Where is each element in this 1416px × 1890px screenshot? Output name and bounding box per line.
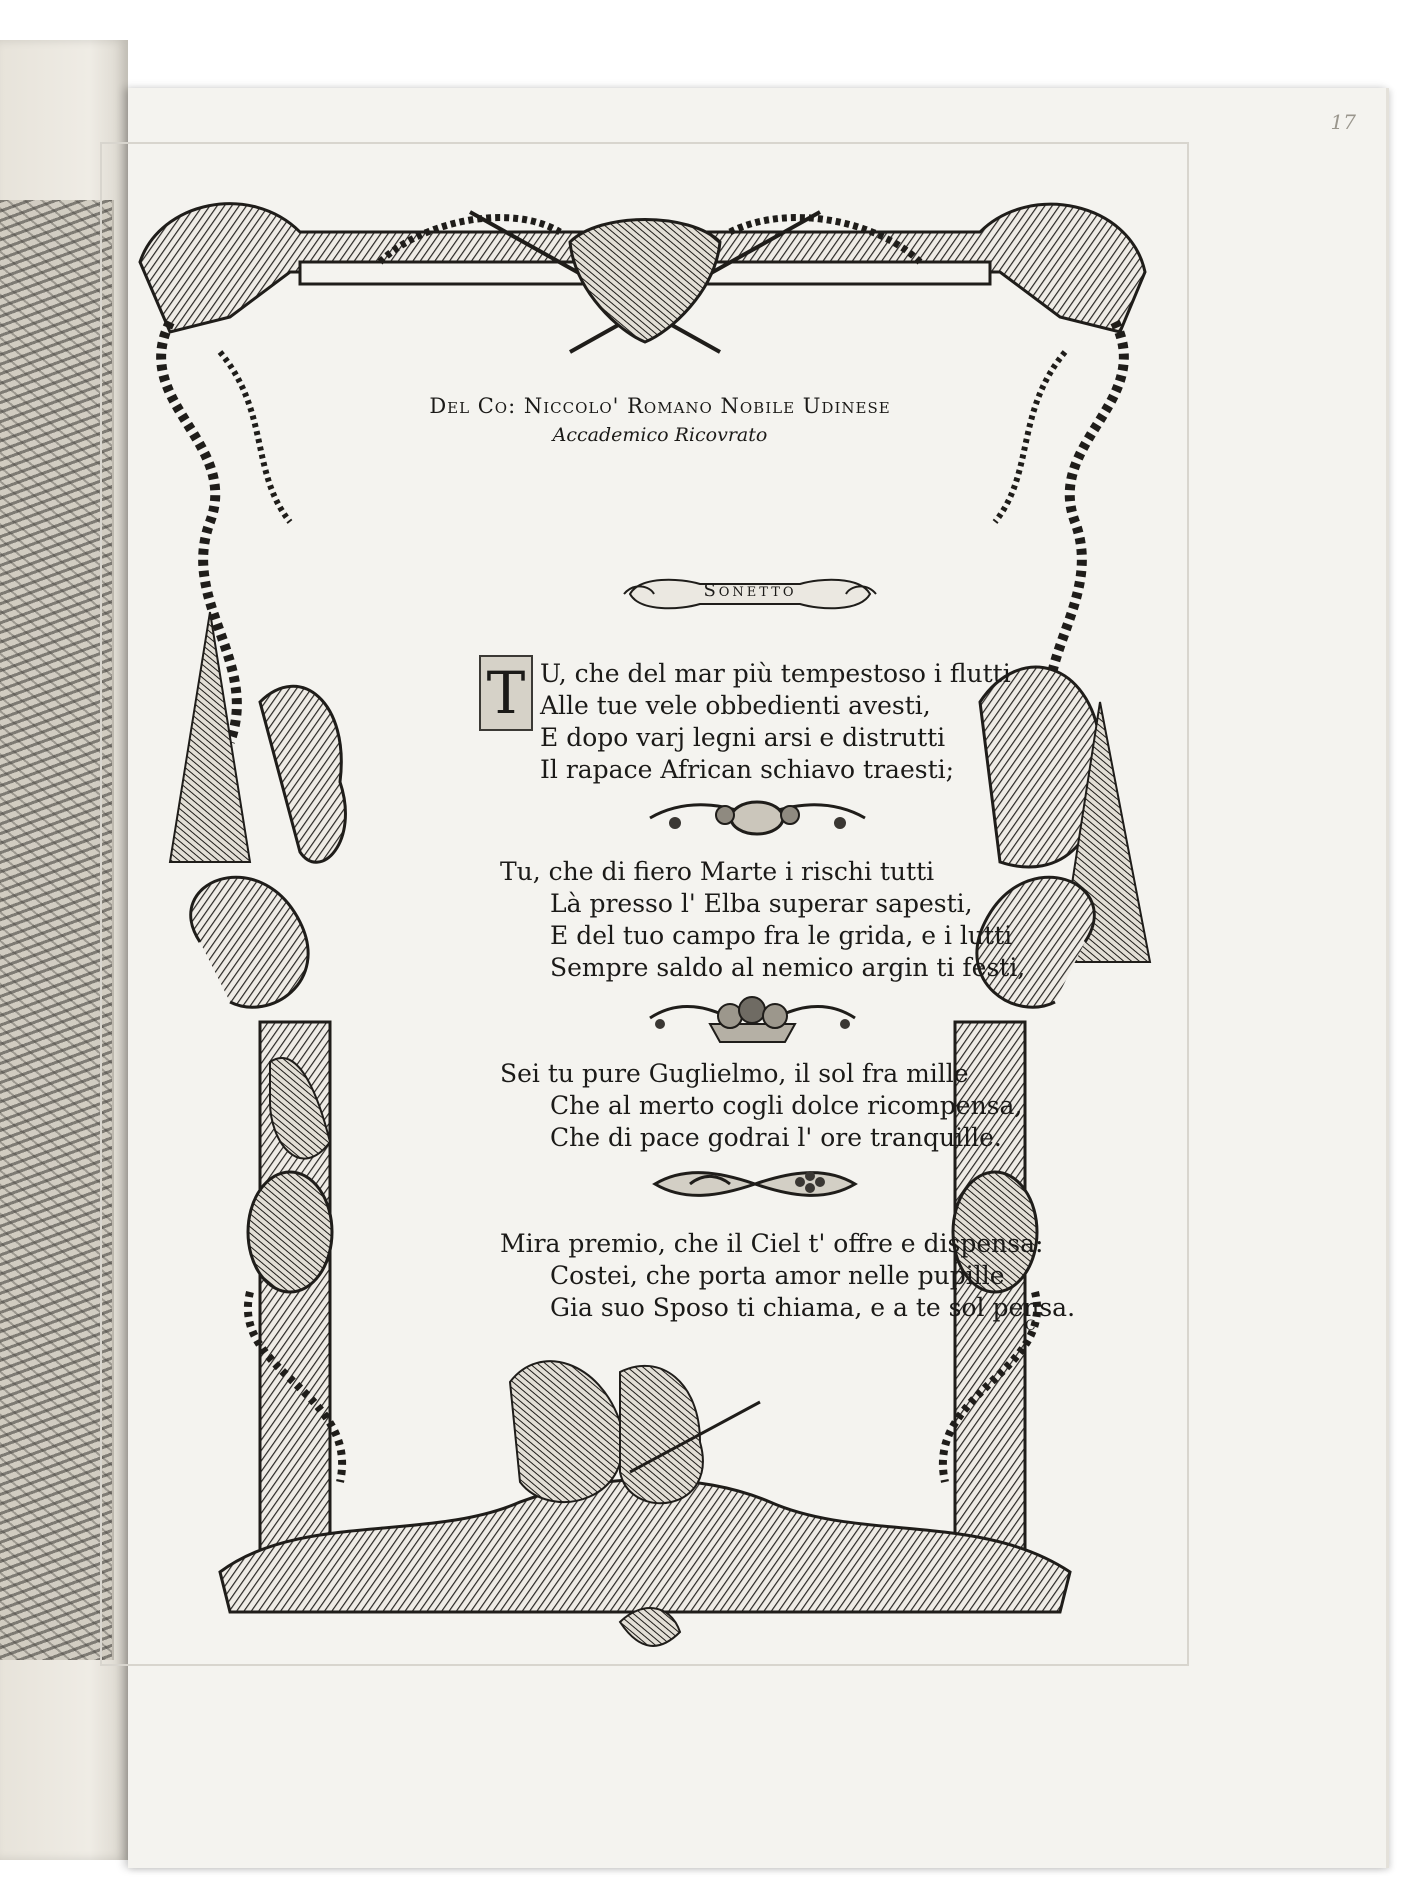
stanza-4 [500,1228,1076,1324]
author-heading: Del Co: Niccolo' Romano Nobile Udinese [429,394,891,418]
stanza-3 [500,1058,1040,1154]
grape-garland [650,1162,860,1206]
stanza-1 [540,658,1020,786]
verse-line: E del tuo campo fra le grida, e i lutti [550,921,1013,950]
verse-line: Alle tue vele obbedienti avesti, [540,691,931,720]
signature-mark: C [1025,1318,1036,1334]
sonetto-label: Sonetto [703,580,797,601]
verse-line: Che al merto cogli dolce ricompensa, [550,1091,1023,1120]
verse-line: E dopo varj legni arsi e distrutti [540,723,946,752]
verse-line: Mira premio, che il Ciel t' offre e dispensa: [500,1229,1044,1258]
left-frame-column [161,322,345,1582]
fruit-garland [645,793,870,843]
stanza-2 [500,856,1040,984]
verse-line: Costei, che porta amor nelle pupille [550,1261,1005,1290]
folio-number: 17 [1330,110,1356,134]
verse-line: Il rapace African schiavo traesti; [540,755,955,784]
boar-head-trophy [570,220,720,343]
verse-line: Che di pace godrai l' ore tranquille. [550,1123,1002,1152]
verse-line: Tu, che di fiero Marte i rischi tutti [500,857,935,886]
author-subtitle: Accademico Ricovrato [552,424,768,446]
verse-line: Sempre saldo al nemico argin ti festi, [550,953,1026,982]
pastoral-couple-vignette [220,1361,1070,1646]
fruit-basket [640,990,865,1046]
top-cartouche-band [140,204,1145,352]
verse-line: Sei tu pure Guglielmo, il sol fra mille [500,1059,969,1088]
verse-line: Là presso l' Elba superar sapesti, [550,889,973,918]
drop-cap: T [479,655,533,731]
verse-line: Gia suo Sposo ti chiama, e a te sol pensa. [550,1293,1076,1322]
verse-line: U, che del mar più tempestoso i flutti [540,659,1011,688]
facing-page-engraving [0,200,114,1660]
